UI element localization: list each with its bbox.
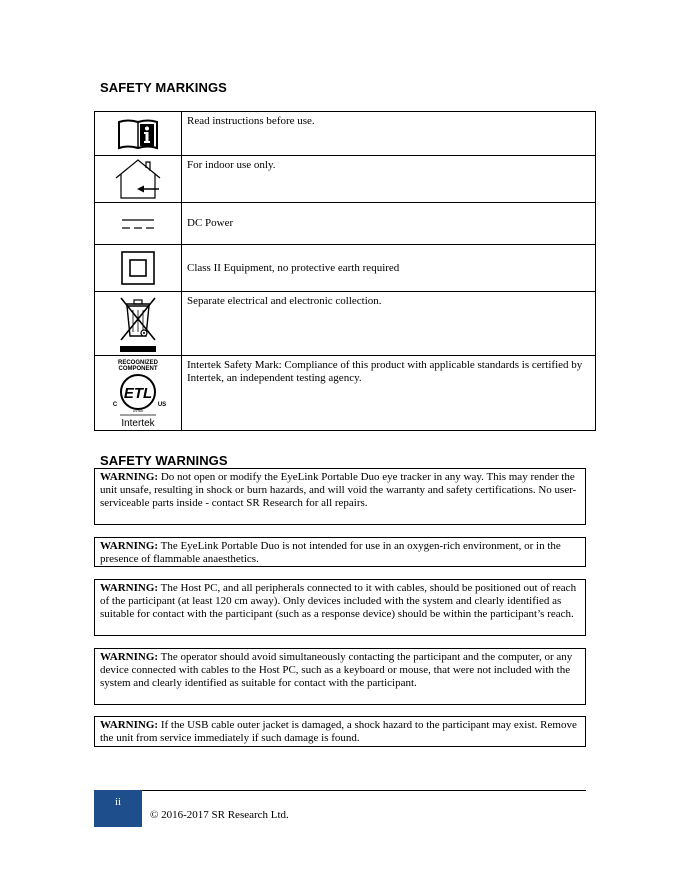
etl-intertek-text: Intertek	[121, 418, 155, 429]
instructions-icon	[116, 117, 160, 151]
table-row	[95, 112, 596, 156]
page-number: ii	[94, 790, 142, 827]
icon-cell	[95, 112, 182, 156]
safety-warnings-heading: SAFETY WARNINGS	[100, 453, 228, 468]
marking-text: Separate electrical and electronic collection.	[182, 292, 596, 356]
class-ii-icon	[120, 250, 156, 286]
warning-label: WARNING:	[100, 582, 159, 594]
warning-label: WARNING:	[100, 540, 159, 552]
warning-label: WARNING:	[100, 719, 159, 731]
weee-crossed-bin-icon	[116, 294, 160, 354]
warning-box	[94, 468, 586, 525]
marking-text: DC Power	[182, 203, 596, 245]
icon-cell	[95, 203, 182, 245]
warning-box	[94, 579, 586, 636]
icon-cell	[95, 245, 182, 292]
intertek-etl-icon	[108, 357, 168, 429]
dc-power-icon	[118, 216, 158, 232]
warning-text: The operator should avoid simultaneously contacting the participant and the computer, or any device connected with cables to the Host PC, such as a keyboard or mouse, that were not included with the system and clearly identified as suitable for contact with the participant.	[100, 651, 573, 689]
warning-text: Do not open or modify the EyeLink Portable Duo eye tracker in any way. This may render the unit unsafe, resulting in shock or burn hazards, and will void the warranty and safety certifications. No user-serviceable parts inside - contact SR Research for all repairs.	[100, 471, 577, 509]
indoor-use-icon	[113, 158, 163, 200]
icon-cell	[95, 156, 182, 203]
etl-c-text: C	[112, 402, 118, 408]
copyright-text: © 2016-2017 SR Research Ltd.	[150, 809, 289, 821]
marking-text: Read instructions before use.	[182, 112, 596, 156]
warning-label: WARNING:	[100, 471, 159, 483]
warning-label: WARNING:	[100, 651, 159, 663]
table-row	[95, 356, 596, 431]
marking-text: Class II Equipment, no protective earth required	[182, 245, 596, 292]
table-row	[95, 156, 596, 203]
warning-box	[94, 537, 586, 567]
etl-us-text: US	[157, 402, 167, 408]
warning-text: The EyeLink Portable Duo is not intended for use in an oxygen-rich environment, or in the presence of flammable anaesthetics.	[100, 540, 561, 565]
icon-cell	[95, 356, 182, 431]
etl-component-text: COMPONENT	[118, 366, 158, 372]
warning-text: The Host PC, and all peripherals connected to it with cables, should be positioned out of reach of the participant (at least 120 cm away). Only devices included with the system and clearly identified as suitable for contact with the participant (such as a response device) should be within the participant’s reach.	[100, 582, 577, 620]
etl-mark-text: ETL	[123, 385, 153, 402]
etl-listed-text: LISTED	[132, 409, 144, 413]
warning-text: If the USB cable outer jacket is damaged, a shock hazard to the participant may exist. Remove the unit from service immediately if such damage is found.	[100, 719, 577, 744]
marking-text: For indoor use only.	[182, 156, 596, 203]
safety-markings-table	[94, 111, 596, 431]
table-row	[95, 203, 596, 245]
table-row	[95, 245, 596, 292]
safety-markings-heading: SAFETY MARKINGS	[100, 80, 227, 95]
footer-rule	[94, 790, 586, 791]
marking-text: Intertek Safety Mark: Compliance of this product with applicable standards is certified by Intertek, an independent testing agency.	[182, 356, 596, 431]
etl-recognized-text: RECOGNIZED	[117, 360, 159, 366]
table-row	[95, 292, 596, 356]
warning-box	[94, 716, 586, 747]
icon-cell	[95, 292, 182, 356]
warning-box	[94, 648, 586, 705]
